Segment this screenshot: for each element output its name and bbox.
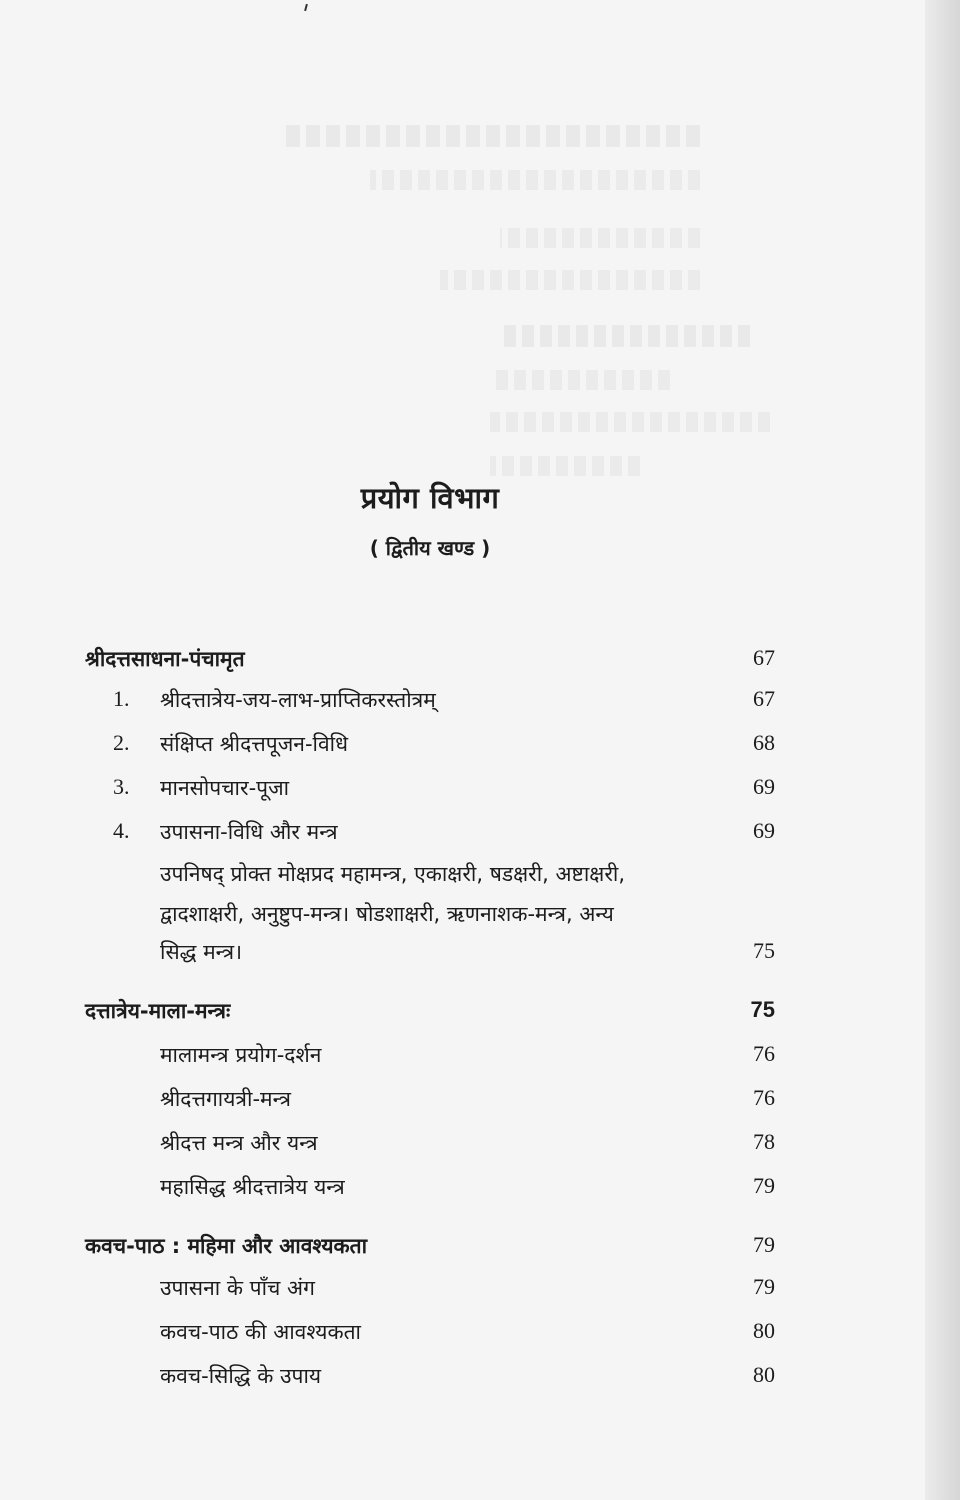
bleed-through-text [490,370,670,390]
page-edge-gutter [925,0,960,1500]
page-number: 79 [753,1173,775,1198]
page-number: 76 [753,1085,775,1110]
bleed-through-text [490,456,640,476]
item-number: 1. [113,686,130,711]
page-number: 78 [753,1129,775,1154]
toc-item-row [0,1362,925,1398]
toc-item-row [0,1173,925,1209]
toc-description-line [0,938,925,974]
item-label: उपासना-विधि और मन्त्र [160,820,338,844]
part-subtitle: ( द्वितीय खण्ड ) [369,536,491,560]
toc-item-row [0,774,925,810]
page-number: 67 [753,645,775,670]
page-number: 75 [750,997,775,1022]
item-label: कवच-सिद्धि के उपाय [160,1364,322,1388]
item-label: श्रीदत्तात्रेय-जय-लाभ-प्राप्तिकरस्तोत्रम् [160,688,436,712]
item-label: महासिद्ध श्रीदत्तात्रेय यन्त्र [160,1175,345,1199]
description-text: सिद्ध मन्त्र। [160,940,243,964]
section-title: कवच-पाठ : महिमा और आवश्यकता [85,1234,368,1258]
item-label: उपासना के पाँच अंग [160,1276,315,1300]
section-title: श्रीदत्तसाधना-पंचामृत [85,647,245,671]
toc-section-row [0,997,925,1033]
toc-item-row [0,1085,925,1121]
page-number: 67 [753,686,775,711]
item-label: श्रीदत्तगायत्री-मन्त्र [160,1087,291,1111]
toc-item-row [0,1041,925,1077]
toc-section-row [0,645,925,681]
toc-description-line [0,900,925,936]
item-label: कवच-पाठ की आवश्यकता [160,1320,361,1344]
item-label: संक्षिप्त श्रीदत्तपूजन-विधि [160,732,348,756]
page-number: 75 [753,938,775,963]
page-number: 68 [753,730,775,755]
bleed-through-text [500,325,750,347]
toc-section-row [0,1232,925,1268]
bleed-through-text [500,228,700,248]
page-number: 80 [753,1362,775,1387]
item-label: श्रीदत्त मन्त्र और यन्त्र [160,1131,318,1155]
bleed-through-text [370,170,700,190]
page-number: 69 [753,774,775,799]
description-text: उपनिषद् प्रोक्त मोक्षप्रद महामन्त्र, एकाक्षरी, षडक्षरी, अष्टाक्षरी, [160,862,626,886]
item-label: मानसोपचार-पूजा [160,776,290,800]
toc-item-row [0,686,925,722]
toc-item-row [0,818,925,854]
page-number: 79 [753,1232,775,1257]
page-number: 69 [753,818,775,843]
part-title: प्रयोग विभाग [360,481,500,515]
bleed-through-text [440,270,700,290]
item-number: 4. [113,818,130,843]
toc-description-line [0,860,925,896]
page-number: 76 [753,1041,775,1066]
section-title: दत्तात्रेय-माला-मन्त्रः [85,999,231,1023]
page-number: 79 [753,1274,775,1299]
toc-item-row [0,1274,925,1310]
bleed-through-text [490,412,770,432]
bleed-through-text [280,125,700,147]
page-number: 80 [753,1318,775,1343]
description-text: द्वादशाक्षरी, अनुष्टुप-मन्त्र। षोडशाक्षरी, ऋणनाशक-मन्त्र, अन्य [160,902,614,926]
toc-item-row [0,1318,925,1354]
stray-ink-mark [304,4,308,11]
item-number: 2. [113,730,130,755]
toc-item-row [0,1129,925,1165]
toc-item-row [0,730,925,766]
item-number: 3. [113,774,130,799]
item-label: मालामन्त्र प्रयोग-दर्शन [160,1043,322,1067]
